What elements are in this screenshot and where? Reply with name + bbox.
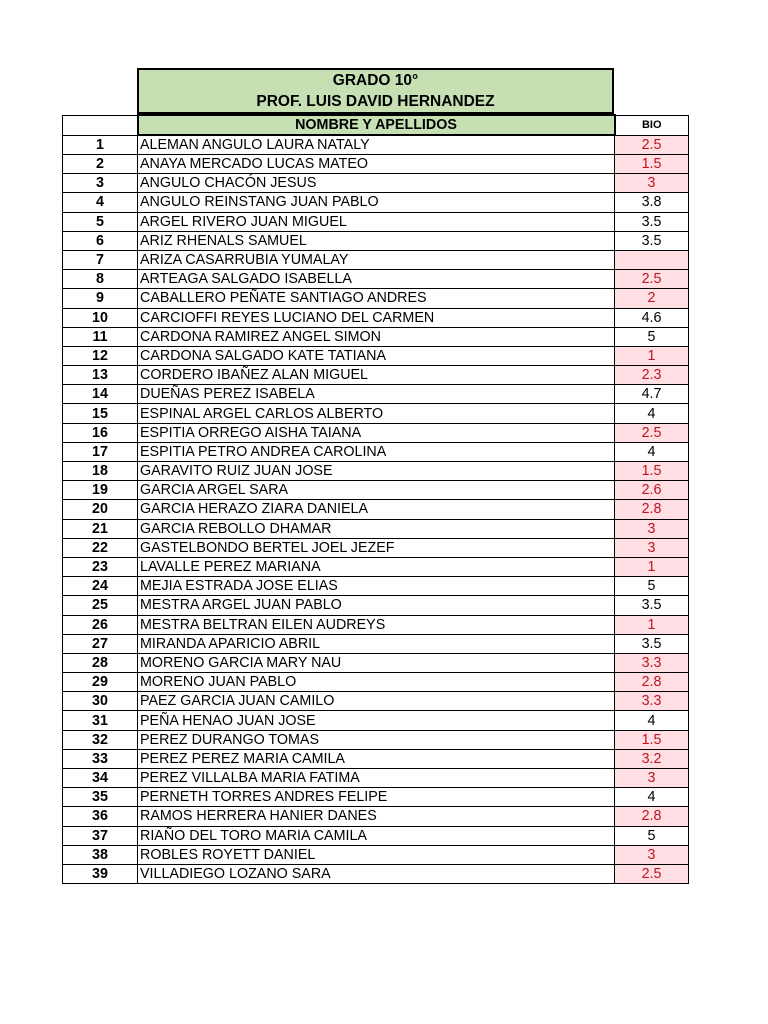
- student-number: 33: [63, 749, 138, 768]
- student-name: ESPITIA ORREGO AISHA TAIANA: [138, 423, 615, 442]
- student-number: 17: [63, 442, 138, 461]
- student-name: ANGULO CHACÓN JESUS: [138, 174, 615, 193]
- column-header-row: [63, 115, 689, 135]
- student-name: ESPINAL ARGEL CARLOS ALBERTO: [138, 404, 615, 423]
- table-row: [63, 845, 689, 864]
- student-number: 29: [63, 673, 138, 692]
- table-row: [63, 692, 689, 711]
- student-number: 10: [63, 308, 138, 327]
- student-name: GARCIA REBOLLO DHAMAR: [138, 519, 615, 538]
- student-name: MORENO GARCIA MARY NAU: [138, 653, 615, 672]
- teacher-name: PROF. LUIS DAVID HERNANDEZ: [256, 93, 495, 110]
- table-row: [63, 653, 689, 672]
- student-number: 19: [63, 481, 138, 500]
- bio-column-header: BIO: [615, 115, 689, 135]
- student-number: 11: [63, 327, 138, 346]
- student-name: ANGULO REINSTANG JUAN PABLO: [138, 193, 615, 212]
- student-number: 25: [63, 596, 138, 615]
- student-number: 35: [63, 788, 138, 807]
- bio-grade: 2.6: [615, 481, 689, 500]
- student-name: DUEÑAS PEREZ ISABELA: [138, 385, 615, 404]
- table-row: [63, 577, 689, 596]
- student-name: RIAÑO DEL TORO MARIA CAMILA: [138, 826, 615, 845]
- bio-grade: 2.3: [615, 366, 689, 385]
- table-row: [63, 346, 689, 365]
- table-row: [63, 711, 689, 730]
- bio-grade: 4: [615, 711, 689, 730]
- bio-grade: 2.5: [615, 864, 689, 883]
- student-name: ALEMAN ANGULO LAURA NATALY: [138, 135, 615, 155]
- table-row: [63, 327, 689, 346]
- student-name: ARGEL RIVERO JUAN MIGUEL: [138, 212, 615, 231]
- table-row: [63, 769, 689, 788]
- table-row: [63, 538, 689, 557]
- student-number: 12: [63, 346, 138, 365]
- student-number: 18: [63, 462, 138, 481]
- bio-grade: 5: [615, 577, 689, 596]
- bio-grade: 4.6: [615, 308, 689, 327]
- student-number: 32: [63, 730, 138, 749]
- student-name: GARAVITO RUIZ JUAN JOSE: [138, 462, 615, 481]
- student-name: MESTRA BELTRAN EILEN AUDREYS: [138, 615, 615, 634]
- student-number: 30: [63, 692, 138, 711]
- student-number: 3: [63, 174, 138, 193]
- bio-grade: 4: [615, 788, 689, 807]
- table-row: [63, 634, 689, 653]
- bio-grade: 1.5: [615, 462, 689, 481]
- student-name: PEREZ PEREZ MARIA CAMILA: [138, 749, 615, 768]
- student-number: 15: [63, 404, 138, 423]
- student-number: 1: [63, 135, 138, 155]
- table-row: [63, 864, 689, 883]
- student-name: MORENO JUAN PABLO: [138, 673, 615, 692]
- student-name: RAMOS HERRERA HANIER DANES: [138, 807, 615, 826]
- student-name: ARIZ RHENALS SAMUEL: [138, 231, 615, 250]
- table-row: [63, 615, 689, 634]
- student-name: CARCIOFFI REYES LUCIANO DEL CARMEN: [138, 308, 615, 327]
- student-number: 38: [63, 845, 138, 864]
- student-number: 26: [63, 615, 138, 634]
- bio-grade: 3: [615, 174, 689, 193]
- table-row: [63, 557, 689, 576]
- bio-grade: 4: [615, 404, 689, 423]
- student-name: ROBLES ROYETT DANIEL: [138, 845, 615, 864]
- bio-grade: 3.5: [615, 596, 689, 615]
- bio-grade: 3.5: [615, 212, 689, 231]
- student-number: 23: [63, 557, 138, 576]
- student-number: 24: [63, 577, 138, 596]
- bio-grade: [615, 250, 689, 269]
- students-table-body: [63, 115, 689, 884]
- sheet-header: [137, 68, 614, 114]
- table-row: [63, 231, 689, 250]
- bio-grade: 2.8: [615, 807, 689, 826]
- student-name: PEÑA HENAO JUAN JOSE: [138, 711, 615, 730]
- bio-grade: 2.8: [615, 500, 689, 519]
- name-column-header: NOMBRE Y APELLIDOS: [138, 115, 615, 135]
- student-name: CARDONA RAMIREZ ANGEL SIMON: [138, 327, 615, 346]
- student-number: 28: [63, 653, 138, 672]
- student-number: 14: [63, 385, 138, 404]
- student-name: CORDERO IBAÑEZ ALAN MIGUEL: [138, 366, 615, 385]
- bio-grade: 1.5: [615, 155, 689, 174]
- student-number: 8: [63, 270, 138, 289]
- table-row: [63, 404, 689, 423]
- table-row: [63, 174, 689, 193]
- table-row: [63, 807, 689, 826]
- student-number: 37: [63, 826, 138, 845]
- student-name: ARIZA CASARRUBIA YUMALAY: [138, 250, 615, 269]
- student-number: 13: [63, 366, 138, 385]
- bio-grade: 2.5: [615, 135, 689, 155]
- table-row: [63, 749, 689, 768]
- bio-grade: 3.3: [615, 653, 689, 672]
- bio-grade: 3.3: [615, 692, 689, 711]
- student-name: CARDONA SALGADO KATE TATIANA: [138, 346, 615, 365]
- bio-grade: 3: [615, 845, 689, 864]
- table-row: [63, 366, 689, 385]
- table-row: [63, 270, 689, 289]
- bio-grade: 1: [615, 615, 689, 634]
- bio-grade: 3.5: [615, 634, 689, 653]
- bio-grade: 4: [615, 442, 689, 461]
- student-name: PERNETH TORRES ANDRES FELIPE: [138, 788, 615, 807]
- table-row: [63, 308, 689, 327]
- table-row: [63, 730, 689, 749]
- table-row: [63, 500, 689, 519]
- student-name: PEREZ VILLALBA MARIA FATIMA: [138, 769, 615, 788]
- bio-grade: 3.5: [615, 231, 689, 250]
- table-row: [63, 826, 689, 845]
- student-number: 36: [63, 807, 138, 826]
- student-name: VILLADIEGO LOZANO SARA: [138, 864, 615, 883]
- table-row: [63, 212, 689, 231]
- student-number: 7: [63, 250, 138, 269]
- student-name: ARTEAGA SALGADO ISABELLA: [138, 270, 615, 289]
- student-name: MIRANDA APARICIO ABRIL: [138, 634, 615, 653]
- student-number: 16: [63, 423, 138, 442]
- bio-grade: 2: [615, 289, 689, 308]
- student-name: ESPITIA PETRO ANDREA CAROLINA: [138, 442, 615, 461]
- student-name: ANAYA MERCADO LUCAS MATEO: [138, 155, 615, 174]
- table-row: [63, 481, 689, 500]
- bio-grade: 3: [615, 538, 689, 557]
- bio-grade: 5: [615, 327, 689, 346]
- table-row: [63, 788, 689, 807]
- table-row: [63, 519, 689, 538]
- student-number: 34: [63, 769, 138, 788]
- student-number: 21: [63, 519, 138, 538]
- table-row: [63, 289, 689, 308]
- table-row: [63, 462, 689, 481]
- student-name: GARCIA HERAZO ZIARA DANIELA: [138, 500, 615, 519]
- student-number: 9: [63, 289, 138, 308]
- bio-grade: 3: [615, 519, 689, 538]
- bio-grade: 1: [615, 346, 689, 365]
- bio-grade: 3.2: [615, 749, 689, 768]
- bio-grade: 1: [615, 557, 689, 576]
- student-number: 31: [63, 711, 138, 730]
- student-name: LAVALLE PEREZ MARIANA: [138, 557, 615, 576]
- table-row: [63, 135, 689, 155]
- student-name: MEJIA ESTRADA JOSE ELIAS: [138, 577, 615, 596]
- table-row: [63, 193, 689, 212]
- table-row: [63, 250, 689, 269]
- number-column-header: [63, 115, 138, 135]
- student-number: 6: [63, 231, 138, 250]
- bio-grade: 2.5: [615, 270, 689, 289]
- table-row: [63, 385, 689, 404]
- table-row: [63, 673, 689, 692]
- student-name: GARCIA ARGEL SARA: [138, 481, 615, 500]
- student-name: MESTRA ARGEL JUAN PABLO: [138, 596, 615, 615]
- student-number: 2: [63, 155, 138, 174]
- bio-grade: 1.5: [615, 730, 689, 749]
- bio-grade: 4.7: [615, 385, 689, 404]
- bio-grade: 3: [615, 769, 689, 788]
- student-number: 4: [63, 193, 138, 212]
- table-row: [63, 155, 689, 174]
- bio-grade: 5: [615, 826, 689, 845]
- grade-title: GRADO 10°: [332, 72, 419, 89]
- student-name: GASTELBONDO BERTEL JOEL JEZEF: [138, 538, 615, 557]
- table-row: [63, 596, 689, 615]
- student-number: 27: [63, 634, 138, 653]
- student-number: 20: [63, 500, 138, 519]
- student-number: 5: [63, 212, 138, 231]
- student-name: PEREZ DURANGO TOMAS: [138, 730, 615, 749]
- student-name: PAEZ GARCIA JUAN CAMILO: [138, 692, 615, 711]
- student-number: 39: [63, 864, 138, 883]
- student-number: 22: [63, 538, 138, 557]
- student-name: CABALLERO PEÑATE SANTIAGO ANDRES: [138, 289, 615, 308]
- table-row: [63, 442, 689, 461]
- bio-grade: 2.5: [615, 423, 689, 442]
- bio-grade: 3.8: [615, 193, 689, 212]
- table-row: [63, 423, 689, 442]
- students-table: [62, 114, 689, 884]
- bio-grade: 2.8: [615, 673, 689, 692]
